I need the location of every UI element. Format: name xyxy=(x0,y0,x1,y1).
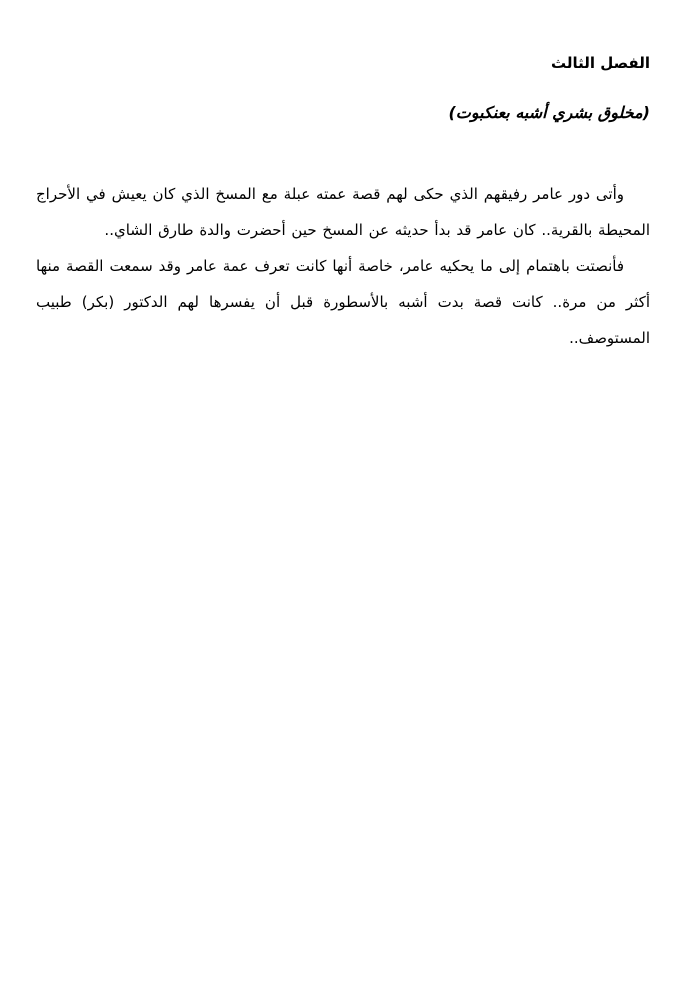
chapter-title: الفصل الثالث xyxy=(550,54,650,72)
chapter-subtitle: (مخلوق بشري أشبه بعنكبوت) xyxy=(448,103,650,122)
body-text xyxy=(36,176,650,356)
paragraph: وأتى دور عامر رفيقهم الذي حكى لهم قصة عمته عبلة مع المسخ الذي كان يعيش في الأحراج المحيطة بالقرية.. كان عامر قد بدأ حديثه عن المسخ حين أحضرت والدة طارق الشاي.. xyxy=(36,185,650,239)
paragraph: فأنصتت باهتمام إلى ما يحكيه عامر، خاصة أنها كانت تعرف عمة عامر وقد سمعت القصة منها أكثر من مرة.. كانت قصة بدت أشبه بالأسطورة قبل أن يفسرها لهم الدكتور (بكر) طبيب المستوصف.. xyxy=(36,257,650,347)
